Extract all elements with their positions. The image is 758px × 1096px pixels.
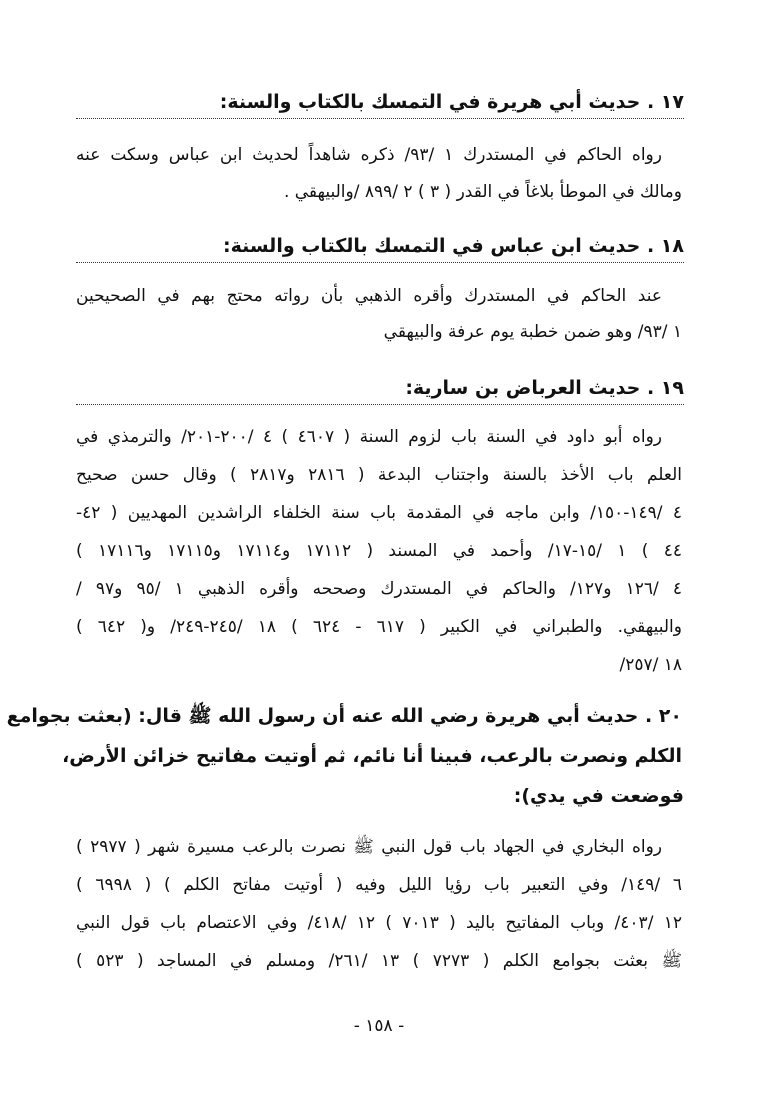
section-20-line-1: رواه البخاري في الجهاد باب قول النبي ﷺ نصرت بالرعب مسيرة شهر ( ٢٩٧٧ ) [76,837,662,857]
section-20-line-3: ١٢ /٤٠٣/ وباب المفاتيح باليد ( ٧٠١٣ ) ١٢ /٤١٨/ وفي الاعتصام باب قول النبي [76,913,682,933]
section-19-line-6: والبيهقي. والطبراني في الكبير ( ٦١٧ - ٦٢٤ ) ١٨ /٢٤٥-٢٤٩/ و( ٦٤٢ ) [76,617,682,637]
section-heading-20-line-1: ٢٠ . حديث أبي هريرة رضي الله عنه أن رسول الله ﷺ قال: (بعثت بجوامع [6,705,682,727]
section-18-line-1: عند الحاكم في المستدرك وأقره الذهبي بأن رواته محتج بهم في الصحيحين [76,286,662,306]
section-20-line-2: ٦ /١٤٩/ وفي التعبير باب رؤيا الليل وفيه ( أوتيت مفاتح الكلم ) ( ٦٩٩٨ ) [76,875,682,895]
page-number: - ١٥٨ - [353,1016,405,1036]
section-19-line-2: العلم باب الأخذ بالسنة واجتناب البدعة ( ٢٨١٦ و٢٨١٧ ) وقال حسن صحيح [76,465,682,485]
section-heading-18: ١٨ . حديث ابن عباس في التمسك بالكتاب والسنة: [76,232,684,263]
section-heading-19: ١٩ . حديث العرباض بن سارية: [76,374,684,405]
section-19-line-7: ١٨ /٢٥٧/ [619,655,682,675]
section-19-line-1: رواه أبو داود في السنة باب لزوم السنة ( ٤٦٠٧ ) ٤ /٢٠٠-٢٠١/ والترمذي في [76,427,662,447]
section-19-line-5: ٤ /١٢٦ و١٢٧/ والحاكم في المستدرك وصححه وأقره الذهبي ١ /٩٥ و٩٧ / [76,579,682,599]
section-19-line-3: ٤ /١٤٩-١٥٠/ وابن ماجه في المقدمة باب سنة الخلفاء الراشدين المهديين ( ٤٢- [76,503,682,523]
section-heading-20-line-3: فوضعت في يدي): [513,785,684,807]
section-19-line-4: ٤٤ ) ١ /١٥-١٧/ وأحمد في المسند ( ١٧١١٢ و١٧١١٤ و١٧١١٥ و١٧١١٦ ) [76,541,682,561]
section-20-line-4: ﷺ بعثت بجوامع الكلم ( ٧٢٧٣ ) ١٣ /٢٦١/ ومسلم في المساجد ( ٥٢٣ ) [76,951,683,971]
section-heading-17: ١٧ . حديث أبي هريرة في التمسك بالكتاب والسنة: [76,88,684,119]
section-17-line-1: رواه الحاكم في المستدرك ١ /٩٣/ ذكره شاهداً لحديث ابن عباس وسكت عنه [76,145,662,165]
section-18-line-2: ١ /٩٣/ وهو ضمن خطبة يوم عرفة والبيهقي [383,322,682,342]
section-17-line-2: ومالك في الموطأ بلاغاً في القدر ( ٣ ) ٢ /٨٩٩ /والبيهقي . [283,182,682,202]
section-heading-20-line-2: الكلم ونصرت بالرعب، فبينا أنا نائم، ثم أوتيت مفاتيح خزائن الأرض، [62,745,682,767]
